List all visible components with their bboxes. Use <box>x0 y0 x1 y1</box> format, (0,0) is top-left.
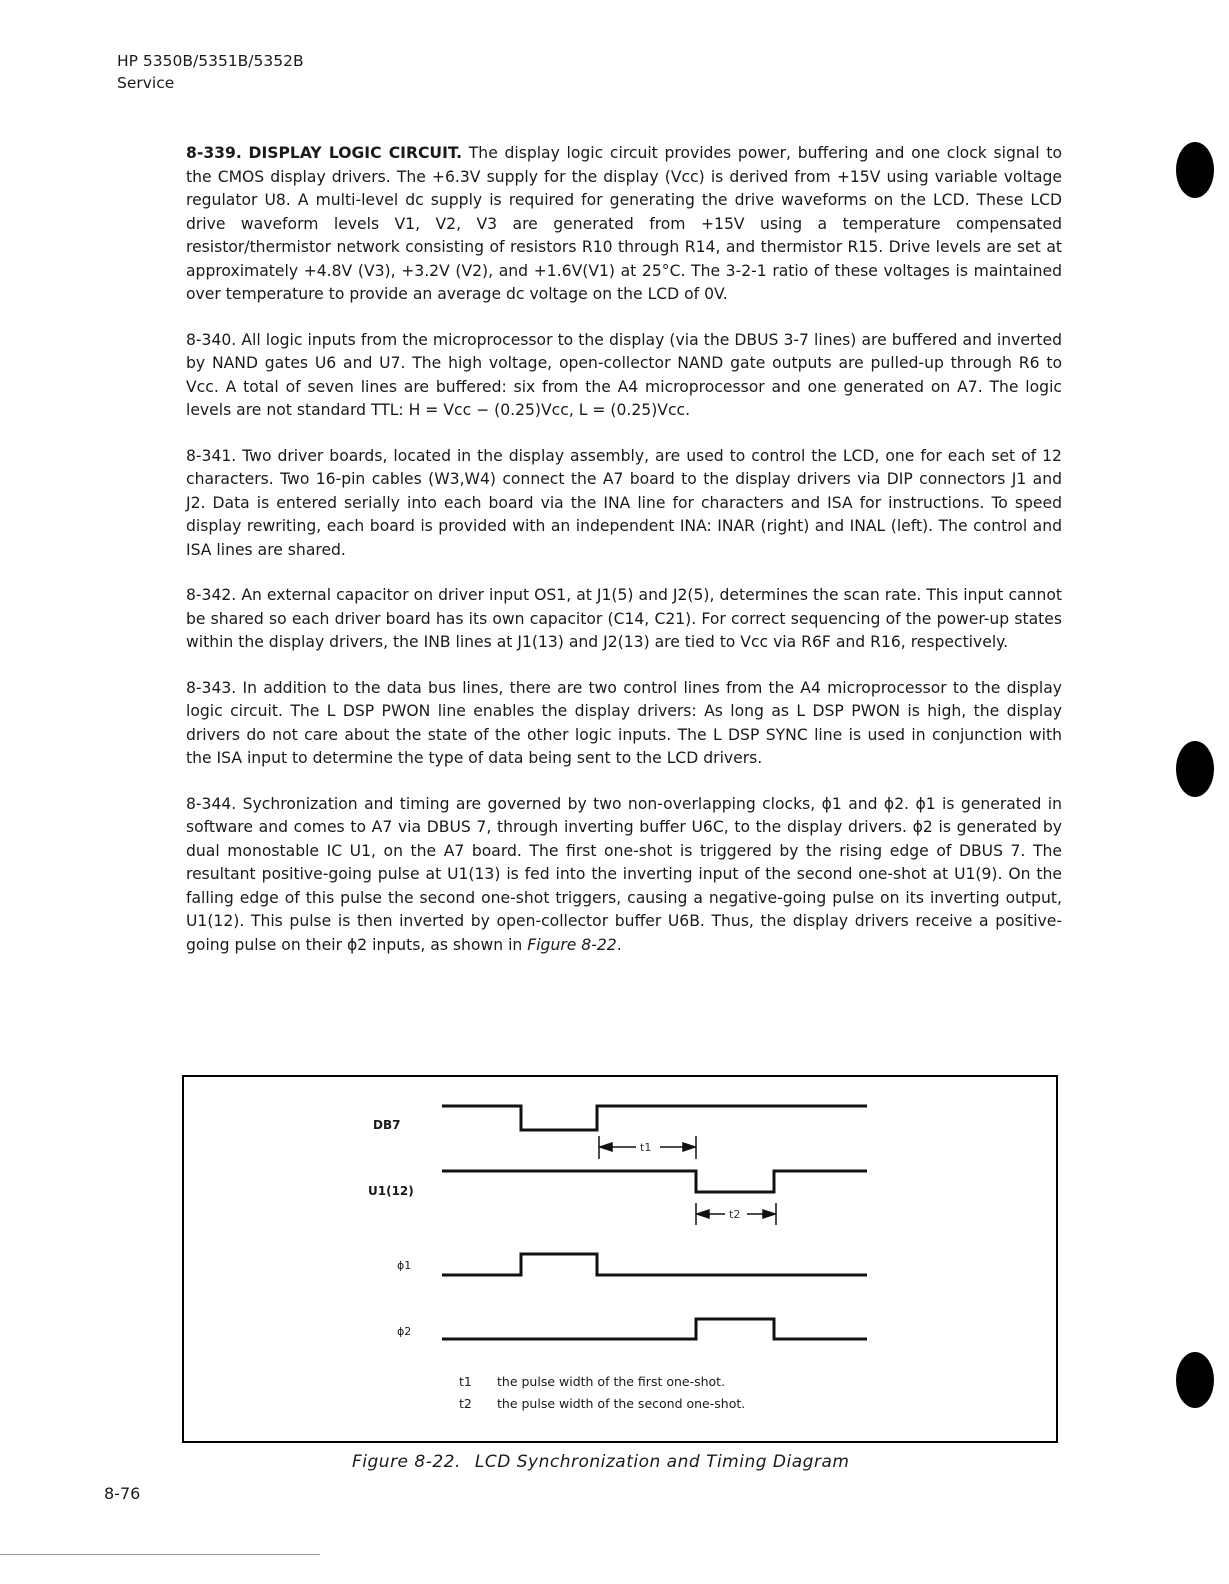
t1-arrowhead-right <box>683 1143 695 1151</box>
paragraph-text-end: . <box>616 935 622 954</box>
paragraph-heading: DISPLAY LOGIC CIRCUIT. <box>248 144 463 162</box>
paragraph-number: 8-339. <box>186 144 242 162</box>
paragraph-text: An external capacitor on driver input OS1, at J1(5) and J2(5), determines the scan rate. This input cannot be shared so each driver board has its own capacitor (C14, C21). For correct sequencing of the power-up states within the display drivers, the INB lines at J1(13) and J2(13) are tied to Vcc via R6F and R16, respectively. <box>186 586 1062 651</box>
paragraph-text: In addition to the data bus lines, there are two control lines from the A4 microprocessor to the display logic circuit. The L DSP PWON line enables the display drivers: As long as L DSP PWON is high, the display drivers do not care about the state of the other logic inputs. The L DSP SYNC line is used in conjunction with the ISA input to determine the type of data being sent to the LCD drivers. <box>186 678 1062 767</box>
margin-mark <box>1176 142 1214 198</box>
figure-reference: Figure 8-22 <box>527 935 617 954</box>
paragraph-text: Sychronization and timing are governed by two non-overlapping clocks, ϕ1 and ϕ2. ϕ1 is generated in software and comes to A7 via DBUS 7, through inverting buffer U6C, to the display drivers. ϕ2 is generated by dual monostable IC U1, on the A7 board. The first one-shot is triggered by the rising edge of DBUS 7. The resultant positive-going pulse at U1(13) is fed into the inverting input of the second one-shot at U1(9). On the falling edge of this pulse the second one-shot triggers, causing a negative-going pulse on its inverting output, U1(12). This pulse is then inverted by open-collector buffer U6B. Thus, the display drivers receive a positive-going pulse on their ϕ2 inputs, as shown in <box>186 794 1063 954</box>
paragraph-8-341 <box>186 445 1062 563</box>
waveform-phi1 <box>442 1254 867 1275</box>
signal-label-phi2: ϕ2 <box>397 1325 412 1338</box>
paragraph-8-340 <box>186 329 1062 423</box>
caption-title: LCD Synchronization and Timing Diagram <box>474 1452 850 1472</box>
timing-diagram <box>182 1075 1058 1443</box>
paragraph-number: 8-343. <box>186 678 237 697</box>
section-name: Service <box>117 74 175 92</box>
legend-key: t2 <box>459 1396 472 1411</box>
waveform-phi2 <box>442 1319 867 1339</box>
model-number: HP 5350B/5351B/5352B <box>117 52 304 70</box>
t2-label: t2 <box>729 1208 741 1221</box>
legend-key: t1 <box>459 1374 472 1389</box>
t1-label: t1 <box>640 1141 652 1154</box>
caption-number: Figure 8-22. <box>352 1452 461 1472</box>
legend-text: the pulse width of the second one-shot. <box>497 1396 746 1411</box>
paragraph-8-342 <box>186 584 1062 655</box>
page-number: 8-76 <box>104 1484 141 1503</box>
waveform-db7 <box>442 1106 867 1130</box>
margin-mark <box>1176 1352 1214 1408</box>
paragraph-8-344 <box>186 793 1062 958</box>
paragraph-text: All logic inputs from the microprocessor to the display (via the DBUS 3-7 lines) are buffered and inverted by NAND gates U6 and U7. The high voltage, open-collector NAND gate outputs are pulled-up through R6 to Vcc. A total of seven lines are buffered: six from the A4 microprocessor and one generated on A7. The logic levels are not standard TTL: H = Vcc − (0.25)Vcc, L = (0.25)Vcc. <box>186 330 1062 419</box>
signal-label-db7: DB7 <box>373 1118 401 1132</box>
paragraph-number: 8-340. <box>186 330 237 349</box>
footer-rule <box>0 1554 320 1555</box>
timing-legend <box>459 1371 745 1415</box>
figure-caption <box>352 1452 849 1472</box>
legend-text: the pulse width of the first one-shot. <box>497 1374 726 1389</box>
t2-arrowhead-right <box>763 1210 775 1218</box>
paragraph-8-343 <box>186 677 1062 771</box>
paragraph-text: Two driver boards, located in the display assembly, are used to control the LCD, one for each set of 12 characters. Two 16-pin cables (W3,W4) connect the A7 board to the display drivers via DIP connectors J1 and J2. Data is entered serially into each board via the INA line for characters and ISA for instructions. To speed display rewriting, each board is provided with an independent INA: INAR (right) and INAL (left). The control and ISA lines are shared. <box>186 446 1062 559</box>
body-text <box>186 142 1062 979</box>
t1-arrowhead-left <box>600 1143 612 1151</box>
paragraph-text: The display logic circuit provides power, buffering and one clock signal to the CMOS display drivers. The +6.3V supply for the display (Vcc) is derived from +15V using variable voltage regulator U8. A multi-level dc supply is required for generating the drive waveforms on the LCD. These LCD drive waveform levels V1, V2, V3 are generated from +15V using a temperature compensated resistor/thermistor network consisting of resistors R10 through R14, and thermistor R15. Drive levels are set at approximately +4.8V (V3), +3.2V (V2), and +1.6V(V1) at 25°C. The 3-2-1 ratio of these voltages is maintained over temperature to provide an average dc voltage on the LCD of 0V. <box>186 144 1062 303</box>
paragraph-number: 8-344. <box>186 794 237 813</box>
t2-arrowhead-left <box>697 1210 709 1218</box>
margin-mark <box>1176 741 1214 797</box>
signal-label-phi1: ϕ1 <box>397 1259 412 1272</box>
signal-label-u1-12: U1(12) <box>368 1184 414 1198</box>
paragraph-8-339 <box>186 142 1062 307</box>
legend-row <box>459 1371 745 1393</box>
paragraph-number: 8-341. <box>186 446 237 465</box>
page-header <box>117 50 304 94</box>
legend-row <box>459 1393 745 1415</box>
waveform-u1-12 <box>442 1171 867 1192</box>
paragraph-number: 8-342. <box>186 586 237 604</box>
